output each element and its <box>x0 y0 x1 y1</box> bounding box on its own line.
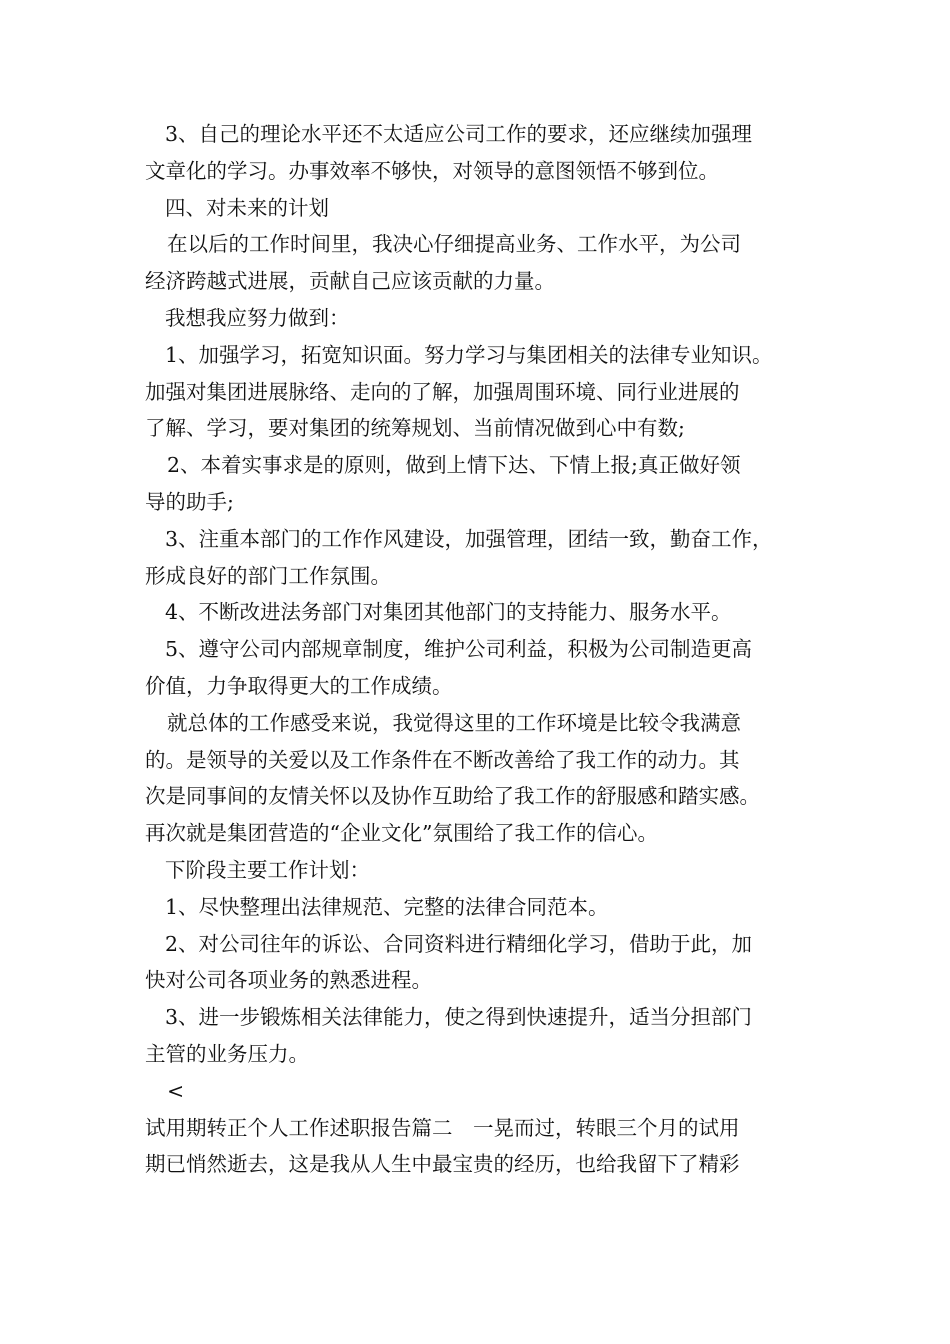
text-line: 期已悄然逝去，这是我从人生中最宝贵的经历，也给我留下了精彩 <box>145 1152 740 1177</box>
text-line: 经济跨越式进展，贡献自己应该贡献的力量。 <box>145 269 555 294</box>
text-line: 我想我应努力做到： <box>165 305 350 330</box>
text-line: 在以后的工作时间里，我决心仔细提高业务、工作水平，为公司 <box>167 232 741 257</box>
text-line: < <box>167 1078 185 1103</box>
text-line: 加强对集团进展脉络、走向的了解，加强周围环境、同行业进展的 <box>145 379 740 404</box>
text-line: 3、自己的理论水平还不太适应公司工作的要求，还应继续加强理 <box>165 122 753 146</box>
text-line: 就总体的工作感受来说，我觉得这里的工作环境是比较令我满意 <box>167 710 741 735</box>
text-line: 的。是领导的关爱以及工作条件在不断改善给了我工作的动力。其 <box>145 747 740 772</box>
text-line: 快对公司各项业务的熟悉进程。 <box>145 968 432 993</box>
list-item: 3、进一步锻炼相关法律能力，使之得到快速提升，适当分担部门 <box>165 1005 753 1030</box>
text-line: 形成良好的部门工作氛围。 <box>145 563 391 588</box>
list-item: 2、本着实事求是的原则，做到上情下达、下情上报;真正做好领 <box>167 453 741 478</box>
list-item: 4、不断改进法务部门对集团其他部门的支持能力、服务水平。 <box>165 600 732 625</box>
text-line: 导的助手; <box>145 489 234 514</box>
text-line: 再次就是集团营造的“企业文化”氛围给了我工作的信心。 <box>145 821 658 846</box>
list-item: 2、对公司往年的诉讼、合同资料进行精细化学习，借助于此，加 <box>165 931 753 956</box>
list-item: 1、尽快整理出法律规范、完整的法律合同范本。 <box>165 894 609 919</box>
text-line: 试用期转正个人工作述职报告篇二 一晃而过，转眼三个月的试用 <box>145 1115 740 1140</box>
section-heading: 四、对未来的计划 <box>165 195 329 220</box>
text-line: 主管的业务压力。 <box>145 1041 309 1066</box>
text-line: 价值，力争取得更大的工作成绩。 <box>145 673 453 698</box>
section-heading: 下阶段主要工作计划： <box>165 857 370 882</box>
text-line: 文章化的学习。办事效率不够快，对领导的意图领悟不够到位。 <box>145 158 719 183</box>
list-item: 5、遵守公司内部规章制度，维护公司利益，积极为公司制造更高 <box>165 637 753 662</box>
text-line: 次是同事间的友情关怀以及协作互助给了我工作的舒服感和踏实感。 <box>145 784 760 809</box>
document-body <box>145 116 825 1183</box>
text-line: 了解、学习，要对集团的统筹规划、当前情况做到心中有数; <box>145 416 685 441</box>
list-item: 1、加强学习，拓宽知识面。努力学习与集团相关的法律专业知识。 <box>165 342 773 367</box>
list-item: 3、注重本部门的工作作风建设，加强管理，团结一致，勤奋工作， <box>165 526 773 551</box>
